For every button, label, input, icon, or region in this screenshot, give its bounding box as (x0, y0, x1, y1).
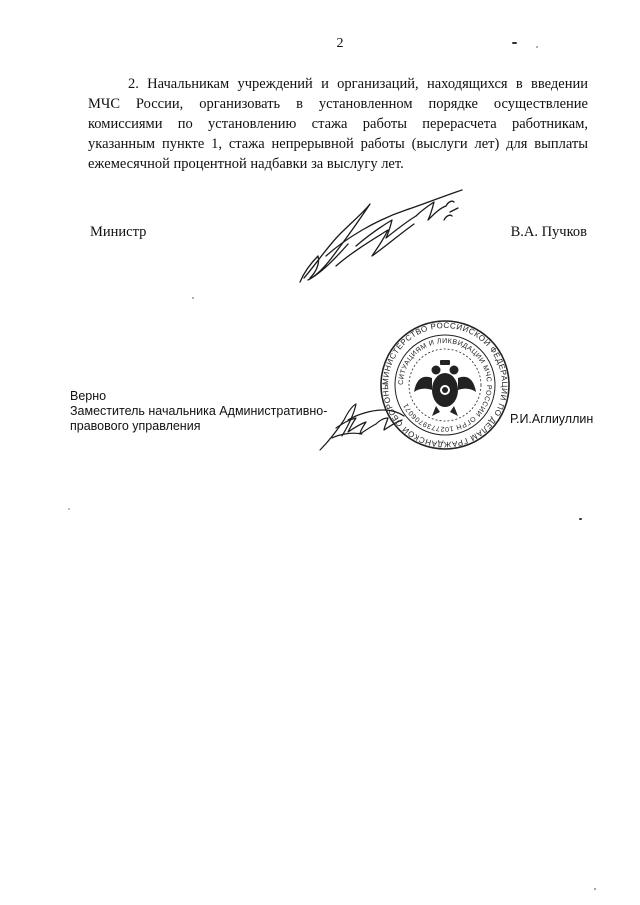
scan-speck (192, 297, 194, 299)
verno-label: Верно (70, 389, 107, 403)
paragraph-line: указанным пункте 1, стажа непрерывной работы (выслуги лет) для выплаты (88, 136, 588, 152)
position-line: Заместитель начальника Административно- (70, 404, 328, 418)
paragraph-line: МЧС России, организовать в установленном порядке осуществление (88, 96, 588, 112)
official-seal-icon (378, 318, 512, 452)
page-number: 2 (336, 36, 344, 51)
certification-block (70, 389, 327, 434)
minister-name: В.А. Пучков (510, 224, 587, 240)
seal-inner-text: СИТУАЦИЯМ И ЛИКВИДАЦИИ МЧС РОССИИ ОГРН 1027739706071 (397, 337, 493, 433)
minister-signature-icon (296, 186, 466, 286)
paragraph-line: ежемесячной процентной надбавки за выслугу лет. (88, 156, 404, 172)
minister-title: Министр (90, 224, 147, 240)
paragraph-line: 2. Начальникам учреждений и организаций, находящихся в введении (128, 76, 588, 92)
position-line: правового управления (70, 419, 201, 433)
deputy-name: Р.И.Аглиуллин (510, 412, 594, 426)
paragraph-line: комиссиями по установлению стажа работы перерасчета работникам, (88, 116, 588, 132)
scan-speck (536, 46, 538, 48)
scan-speck (68, 508, 70, 510)
scan-speck (579, 518, 582, 520)
scan-speck (594, 888, 596, 890)
paragraph-2 (88, 74, 588, 174)
scan-speck (512, 42, 517, 44)
seal-outer-text: МИНИСТЕРСТВО РОССИЙСКОЙ ФЕДЕРАЦИИ ПО ДЕЛАМ ГРАЖДАНСКОЙ ОБОРОНЫ (380, 320, 510, 450)
